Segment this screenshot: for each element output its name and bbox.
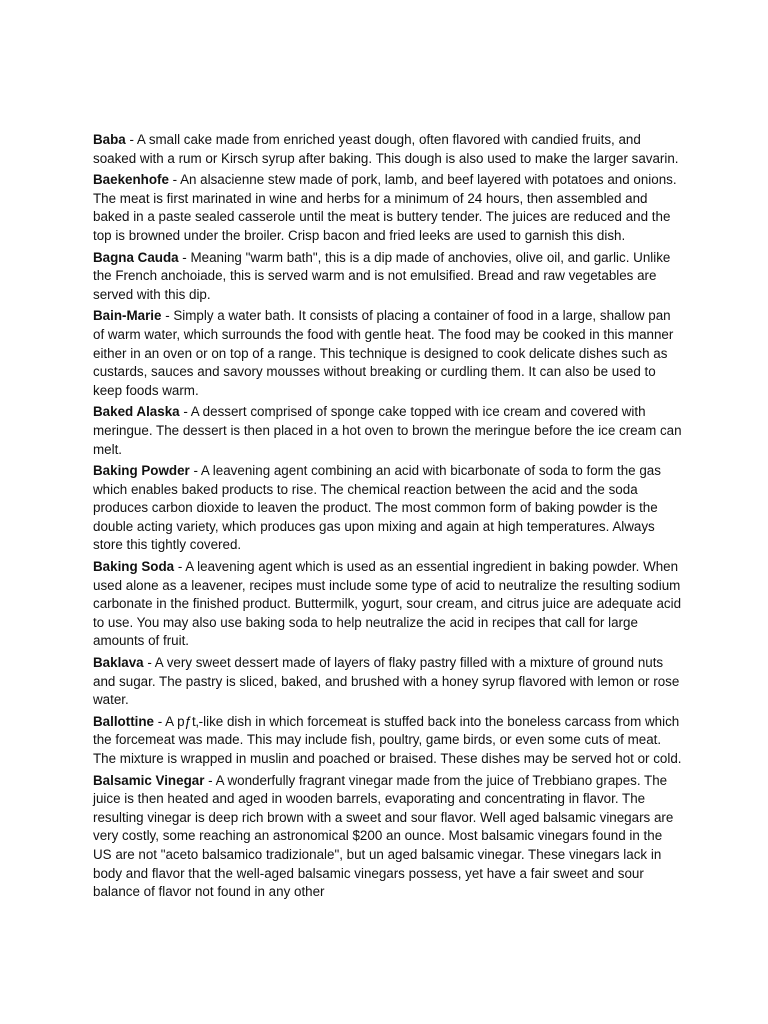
entry-term: Baba	[93, 132, 126, 147]
glossary-entry-baking-powder	[93, 462, 683, 555]
glossary-entry-baked-alaska	[93, 403, 683, 459]
glossary-page	[93, 131, 683, 905]
glossary-entry-baekenhofe	[93, 171, 683, 245]
entry-definition: - A leavening agent which is used as an essential ingredient in baking powder. When used alone as a leavener, recipes must include some type of acid to neutralize the resulting sodium carbonate in the finished product. Buttermilk, yogurt, sour cream, and citrus juice are adequate acid to use. You may also use baking soda to help neutralize the acid in recipes that call for large amounts of fruit.	[93, 559, 682, 649]
entry-term: Ballottine	[93, 713, 155, 729]
entry-definition: - A very sweet dessert made of layers of flaky pastry filled with a mixture of ground nuts and sugar. The pastry is sliced, baked, and brushed with a honey syrup flavored with lemon or rose water.	[93, 655, 680, 708]
entry-definition: - A small cake made from enriched yeast dough, often flavored with candied fruits, and soaked with a rum or Kirsch syrup after baking. This dough is also used to make the larger savarin.	[93, 132, 679, 166]
entry-definition: - A wonderfully fragrant vinegar made from the juice of Trebbiano grapes. The juice is then heated and aged in wooden barrels, evaporating and concentrating in flavor. The resulting vinegar is deep rich brown with a sweet and sour flavor. Well aged balsamic vinegars are very costly, some reaching an astronomical $200 an ounce. Most balsamic vinegars found in the US are not "aceto balsamico tradizionale", but un aged balsamic vinegar. These vinegars lack in body and flavor that the well-aged balsamic vinegars possess, yet have a fair sweet and sour balance of flavor not found in any other	[93, 772, 674, 900]
entry-definition: - Simply a water bath. It consists of placing a container of food in a large, shallow pan of warm water, which surrounds the food with gentle heat. The food may be cooked in this manner either in an oven or on top of a range. This technique is designed to cook delicate dishes such as custards, sauces and savory mousses without breaking or curdling them. It can also be used to keep foods warm.	[93, 308, 674, 398]
entry-term: Bain-Marie	[93, 308, 162, 324]
entry-definition: - Meaning "warm bath", this is a dip made of anchovies, olive oil, and garlic. Unlike the French anchoiade, this is served warm and is not emulsified. Bread and raw vegetables are served with this dip.	[93, 249, 671, 302]
entry-definition: - A leavening agent combining an acid with bicarbonate of soda to form the gas which enables baked products to rise. The chemical reaction between the acid and the soda produces carbon dioxide to leaven the product. The most common form of baking powder is the double acting variety, which produces gas upon mixing and again at high temperatures. Always store this tightly covered.	[93, 463, 661, 553]
entry-term: Bagna Cauda	[93, 249, 179, 265]
entry-term: Baekenhofe	[93, 172, 169, 188]
entry-definition: - A dessert comprised of sponge cake topped with ice cream and covered with meringue. The dessert is then placed in a hot oven to brown the meringue before the ice cream can melt.	[93, 404, 682, 457]
entry-term: Baked Alaska	[93, 404, 180, 420]
entry-definition: - A pƒt‚-like dish in which forcemeat is stuffed back into the boneless carcass from which the forcemeat was made. This may include fish, poultry, game birds, or even some cuts of meat. The mixture is wrapped in muslin and poached or braised. These dishes may be served hot or cold.	[93, 713, 682, 766]
entry-term: Baklava	[93, 655, 144, 671]
entry-term: Baking Soda	[93, 559, 175, 575]
glossary-entry-ballottine	[93, 713, 683, 769]
glossary-entry-baking-soda	[93, 558, 683, 651]
entry-definition: - An alsacienne stew made of pork, lamb, and beef layered with potatoes and onions. The meat is first marinated in wine and herbs for a minimum of 24 hours, then assembled and baked in a paste sealed casserole until the meat is buttery tender. The juices are reduced and the top is browned under the broiler. Crisp bacon and fried leeks are used to garnish this dish.	[93, 172, 677, 243]
entry-term: Baking Powder	[93, 463, 190, 479]
entry-term: Balsamic Vinegar	[93, 772, 205, 788]
glossary-entry-bagna-cauda	[93, 249, 683, 305]
glossary-entry-balsamic-vinegar	[93, 772, 683, 902]
glossary-entry-baba	[93, 131, 683, 168]
glossary-entry-bain-marie	[93, 307, 683, 400]
glossary-entry-baklava	[93, 654, 683, 710]
